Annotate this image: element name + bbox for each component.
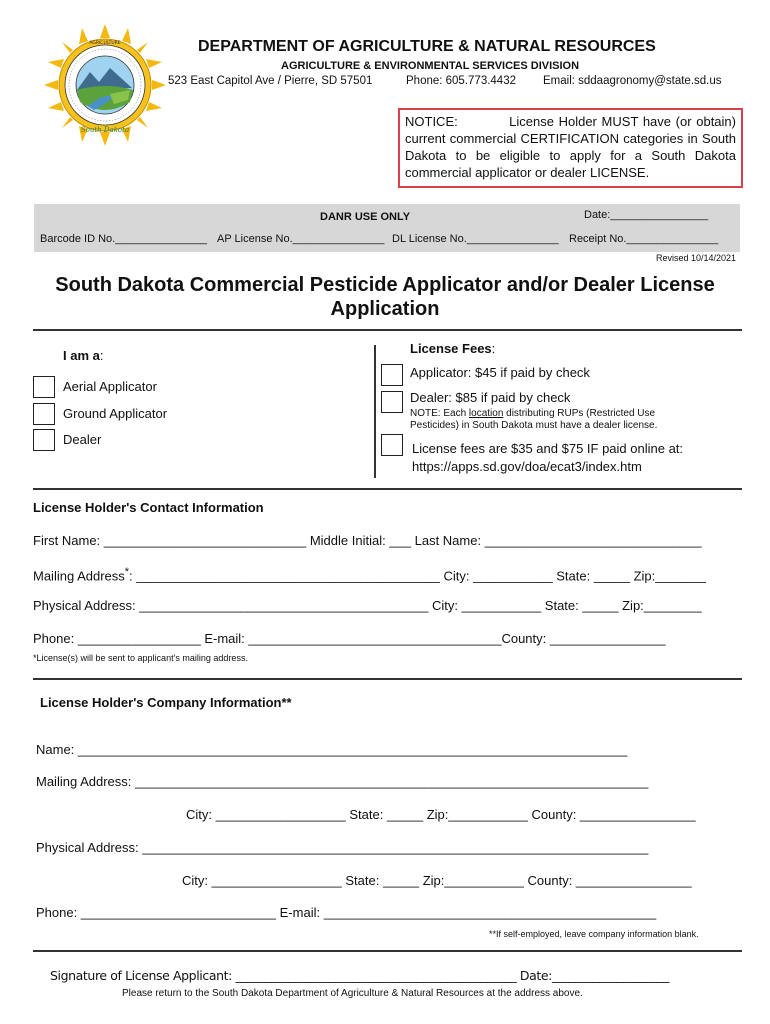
division-title: AGRICULTURE & ENVIRONMENTAL SERVICES DIVISION [281, 60, 580, 72]
department-phone: Phone: 605.773.4432 [406, 75, 516, 87]
section-vertical-divider [374, 345, 376, 478]
ground-applicator-checkbox[interactable] [33, 403, 55, 425]
department-seal-logo [44, 24, 166, 146]
aerial-applicator-checkbox[interactable] [33, 376, 55, 398]
iam-label: I am a [63, 348, 100, 363]
iam-label-wrap [63, 348, 103, 363]
company-phone-email-row[interactable]: Phone: ___________________________ E-mail: ______________________________________________ [36, 905, 657, 920]
mailing-address-label: Mailing Address [33, 568, 125, 584]
note-post: distributing RUPs (Restricted Use [503, 408, 656, 419]
danr-date: Date:________________ [584, 209, 709, 221]
notice-lead: NOTICE: [405, 114, 458, 129]
fees-label-wrap [410, 341, 495, 356]
company-physical-row[interactable]: Physical Address: ______________________________________________________________________ [36, 840, 649, 855]
note-location: location [468, 408, 504, 419]
certification-notice [398, 108, 743, 188]
dealer-location-note-line2: Pesticides) in South Dakota must have a dealer license. [410, 420, 658, 431]
form-title-line1: South Dakota Commercial Pesticide Applicator and/or Dealer License [55, 274, 715, 296]
ground-applicator-label: Ground Applicator [63, 406, 168, 421]
dl-license-no: DL License No._______________ [392, 233, 559, 245]
return-note: Please return to the South Dakota Department of Agriculture & Natural Resources at the address above. [122, 988, 583, 999]
company-mailing-row[interactable]: Mailing Address: _______________________________________________________________________ [36, 774, 649, 789]
note-pre: NOTE: Each [410, 408, 469, 419]
fees-colon: : [491, 341, 496, 356]
danr-label: DANR USE ONLY [320, 211, 411, 223]
company-physical-city-row[interactable]: City: __________________ State: _____ Zip:___________ County: ________________ [182, 873, 692, 888]
dealer-checkbox[interactable] [33, 429, 55, 451]
department-address: 523 East Capitol Ave / Pierre, SD 57501 [168, 75, 373, 87]
online-fee-checkbox[interactable] [381, 434, 403, 456]
revised-date: Revised 10/14/2021 [656, 253, 737, 263]
svg-text:South Dakota: South Dakota [80, 126, 130, 134]
mailing-address-fields: : __________________________________________ City: ___________ State: _____ Zip:_______ [129, 568, 706, 584]
svg-text:AGRICULTURE: AGRICULTURE [89, 41, 121, 46]
company-name-row[interactable]: Name: ____________________________________________________________________________ [36, 742, 628, 757]
applicator-fee-label: Applicator: $45 if paid by check [410, 365, 590, 380]
contact-divider [33, 488, 742, 490]
barcode-id: Barcode ID No._______________ [40, 233, 207, 245]
online-fee-url[interactable]: https://apps.sd.gov/doa/ecat3/index.htm [412, 459, 642, 474]
phone-email-row[interactable]: Phone: _________________ E-mail: ___________________________________County: ________________ [33, 631, 666, 646]
signature-row[interactable]: Signature of License Applicant: ________________________________________________ Date:____________________ [50, 968, 669, 983]
mailing-address-row[interactable] [33, 566, 706, 583]
contact-heading: License Holder's Contact Information [33, 500, 264, 515]
dealer-location-note [410, 408, 655, 419]
applicator-fee-checkbox[interactable] [381, 364, 403, 386]
physical-address-row[interactable]: Physical Address: ________________________________________ City: ___________ State: _____ Zip:________ [33, 598, 702, 613]
company-footnote: **If self-employed, leave company information blank. [489, 929, 699, 939]
notice-text: License Holder MUST have (or obtain) current commercial CERTIFICATION categories in South Dakota to be eligible to apply for a South Dakota commercial applicator or dealer LICENSE. [405, 114, 736, 180]
department-email: Email: sddaagronomy@state.sd.us [543, 75, 722, 87]
department-title: DEPARTMENT OF AGRICULTURE & NATURAL RESOURCES [198, 38, 656, 55]
mailing-footnote: *License(s) will be sent to applicant’s mailing address. [33, 653, 248, 663]
dealer-fee-checkbox[interactable] [381, 391, 403, 413]
dealer-label: Dealer [63, 432, 102, 447]
signature-divider [33, 950, 742, 952]
company-heading: License Holder's Company Information** [40, 695, 292, 710]
title-divider [33, 329, 742, 331]
online-fee-text: License fees are $35 and $75 IF paid online at: [412, 441, 684, 456]
iam-colon: : [99, 348, 104, 363]
dealer-fee-label: Dealer: $85 if paid by check [410, 390, 571, 405]
aerial-applicator-label: Aerial Applicator [63, 379, 157, 394]
receipt-no: Receipt No._______________ [569, 233, 719, 245]
fees-label: License Fees [410, 341, 492, 356]
company-mailing-city-row[interactable]: City: __________________ State: _____ Zip:___________ County: ________________ [186, 807, 696, 822]
company-divider [33, 678, 742, 680]
name-row[interactable]: First Name: ____________________________ Middle Initial: ___ Last Name: ______________________________ [33, 533, 702, 548]
form-title-line2: Application [330, 298, 440, 320]
ap-license-no: AP License No._______________ [217, 233, 385, 245]
mailing-asterisk: * [124, 566, 129, 578]
